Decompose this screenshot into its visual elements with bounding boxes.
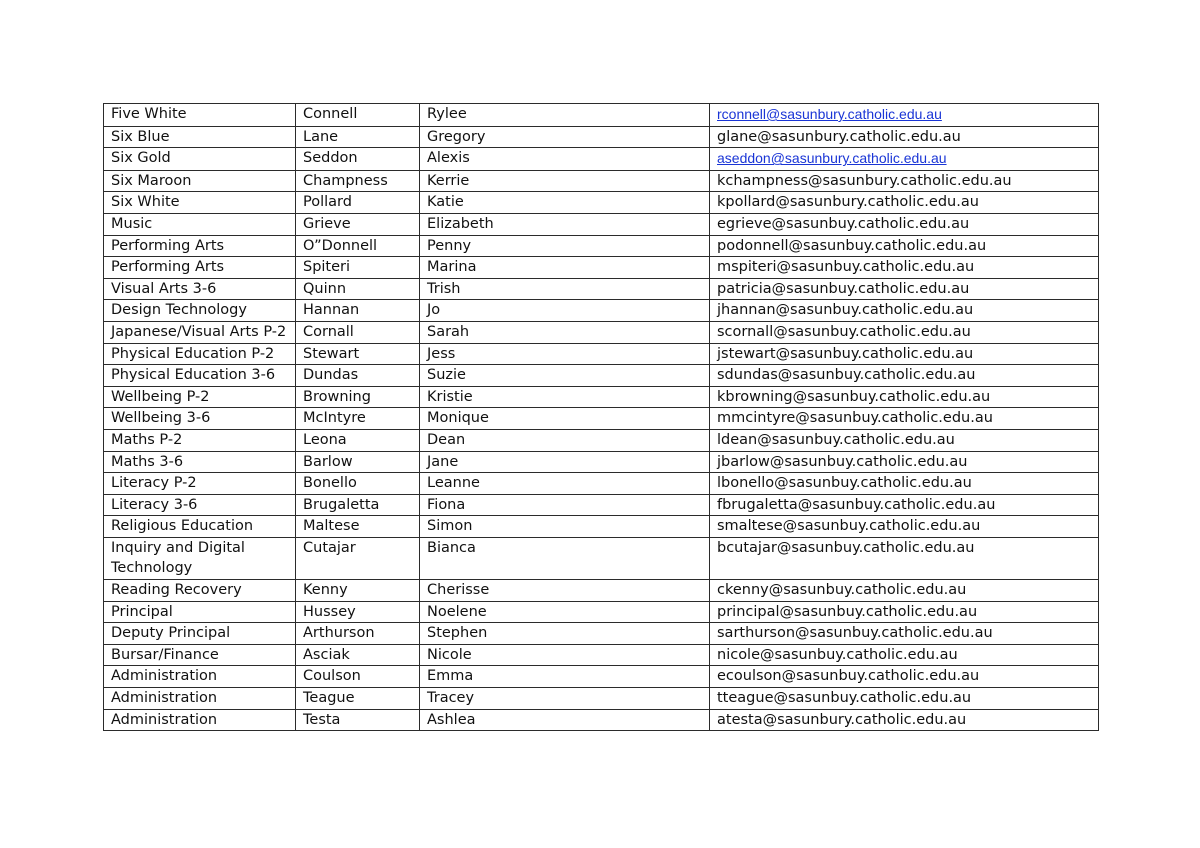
area-cell: Deputy Principal — [104, 623, 296, 645]
surname-cell: Cutajar — [296, 537, 420, 579]
surname-cell: Pollard — [296, 192, 420, 214]
table-row — [104, 688, 1099, 710]
table-row — [104, 429, 1099, 451]
surname-cell: Asciak — [296, 644, 420, 666]
email-cell — [710, 170, 1099, 192]
area-cell: Administration — [104, 709, 296, 731]
first-name-cell: Kerrie — [420, 170, 710, 192]
email-cell — [710, 126, 1099, 148]
email-text: mmcintyre@sasunbuy.catholic.edu.au — [717, 410, 993, 427]
area-cell: Music — [104, 213, 296, 235]
surname-cell: Hussey — [296, 601, 420, 623]
area-cell: Literacy 3-6 — [104, 494, 296, 516]
area-cell: Five White — [104, 104, 296, 127]
area-cell: Maths 3-6 — [104, 451, 296, 473]
area-cell: Bursar/Finance — [104, 644, 296, 666]
email-cell — [710, 494, 1099, 516]
surname-cell: Kenny — [296, 580, 420, 602]
email-cell[interactable] — [710, 148, 1099, 171]
email-text: atesta@sasunbury.catholic.edu.au — [717, 711, 967, 728]
table-row — [104, 666, 1099, 688]
email-cell — [710, 257, 1099, 279]
first-name-cell: Monique — [420, 408, 710, 430]
email-cell — [710, 343, 1099, 365]
email-text: patricia@sasunbuy.catholic.edu.au — [717, 280, 970, 297]
email-text: sarthurson@sasunbuy.catholic.edu.au — [717, 625, 993, 642]
table-row — [104, 170, 1099, 192]
first-name-cell: Tracey — [420, 688, 710, 710]
table-row — [104, 365, 1099, 387]
email-cell — [710, 709, 1099, 731]
area-cell: Six White — [104, 192, 296, 214]
first-name-cell: Nicole — [420, 644, 710, 666]
surname-cell: McIntyre — [296, 408, 420, 430]
surname-cell: Dundas — [296, 365, 420, 387]
email-cell — [710, 386, 1099, 408]
email-text: tteague@sasunbuy.catholic.edu.au — [717, 690, 972, 707]
email-cell — [710, 473, 1099, 495]
surname-cell: Brugaletta — [296, 494, 420, 516]
first-name-cell: Jane — [420, 451, 710, 473]
first-name-cell: Kristie — [420, 386, 710, 408]
area-cell: Design Technology — [104, 300, 296, 322]
email-text: glane@sasunbury.catholic.edu.au — [717, 128, 961, 145]
first-name-cell: Jo — [420, 300, 710, 322]
email-text: kbrowning@sasunbuy.catholic.edu.au — [717, 388, 991, 405]
email-text: mspiteri@sasunbuy.catholic.edu.au — [717, 259, 975, 276]
email-cell — [710, 666, 1099, 688]
first-name-cell: Penny — [420, 235, 710, 257]
surname-cell: Quinn — [296, 278, 420, 300]
email-cell — [710, 580, 1099, 602]
email-text: nicole@sasunbuy.catholic.edu.au — [717, 646, 958, 663]
surname-cell: Testa — [296, 709, 420, 731]
table-row — [104, 321, 1099, 343]
email-text: jbarlow@sasunbuy.catholic.edu.au — [717, 453, 968, 470]
table-row — [104, 537, 1099, 579]
email-cell — [710, 537, 1099, 579]
email-cell — [710, 408, 1099, 430]
surname-cell: Leona — [296, 429, 420, 451]
table-row — [104, 235, 1099, 257]
surname-cell: Lane — [296, 126, 420, 148]
table-row — [104, 386, 1099, 408]
table-row — [104, 300, 1099, 322]
email-cell — [710, 516, 1099, 538]
email-cell — [710, 429, 1099, 451]
surname-cell: Arthurson — [296, 623, 420, 645]
staff-table-body — [104, 104, 1099, 731]
surname-cell: Coulson — [296, 666, 420, 688]
table-row — [104, 709, 1099, 731]
email-text: podonnell@sasunbuy.catholic.edu.au — [717, 237, 987, 254]
surname-cell: Spiteri — [296, 257, 420, 279]
table-row — [104, 278, 1099, 300]
first-name-cell: Elizabeth — [420, 213, 710, 235]
table-row — [104, 580, 1099, 602]
email-link[interactable]: rconnell@sasunbury.catholic.edu.au — [717, 106, 942, 122]
staff-contact-table — [103, 103, 1099, 731]
first-name-cell: Trish — [420, 278, 710, 300]
email-text: lbonello@sasunbuy.catholic.edu.au — [717, 475, 972, 492]
area-cell: Maths P-2 — [104, 429, 296, 451]
table-row — [104, 257, 1099, 279]
area-cell: Inquiry and Digital Technology — [104, 537, 296, 579]
email-cell — [710, 644, 1099, 666]
first-name-cell: Cherisse — [420, 580, 710, 602]
email-cell — [710, 321, 1099, 343]
area-cell: Principal — [104, 601, 296, 623]
area-cell: Administration — [104, 666, 296, 688]
first-name-cell: Suzie — [420, 365, 710, 387]
email-cell — [710, 365, 1099, 387]
area-cell: Japanese/Visual Arts P-2 — [104, 321, 296, 343]
table-row — [104, 494, 1099, 516]
first-name-cell: Katie — [420, 192, 710, 214]
email-text: kpollard@sasunbury.catholic.edu.au — [717, 194, 979, 211]
table-row — [104, 516, 1099, 538]
first-name-cell: Gregory — [420, 126, 710, 148]
surname-cell: Maltese — [296, 516, 420, 538]
first-name-cell: Rylee — [420, 104, 710, 127]
email-cell — [710, 623, 1099, 645]
surname-cell: Stewart — [296, 343, 420, 365]
email-link[interactable]: aseddon@sasunbury.catholic.edu.au — [717, 150, 947, 167]
email-text: scornall@sasunbuy.catholic.edu.au — [717, 323, 971, 340]
email-text: egrieve@sasunbuy.catholic.edu.au — [717, 215, 970, 232]
first-name-cell: Emma — [420, 666, 710, 688]
area-cell: Physical Education P-2 — [104, 343, 296, 365]
table-row — [104, 104, 1099, 127]
area-cell: Literacy P-2 — [104, 473, 296, 495]
surname-cell: Grieve — [296, 213, 420, 235]
area-cell: Visual Arts 3-6 — [104, 278, 296, 300]
area-cell: Six Blue — [104, 126, 296, 148]
first-name-cell: Jess — [420, 343, 710, 365]
table-row — [104, 148, 1099, 171]
email-cell — [710, 601, 1099, 623]
table-row — [104, 343, 1099, 365]
email-cell — [710, 213, 1099, 235]
area-cell: Six Gold — [104, 148, 296, 171]
surname-cell: Connell — [296, 104, 420, 127]
table-row — [104, 644, 1099, 666]
email-text: jhannan@sasunbuy.catholic.edu.au — [717, 302, 974, 319]
area-cell: Wellbeing P-2 — [104, 386, 296, 408]
first-name-cell: Bianca — [420, 537, 710, 579]
email-text: ckenny@sasunbuy.catholic.edu.au — [717, 582, 967, 599]
email-text: ecoulson@sasunbuy.catholic.edu.au — [717, 668, 980, 685]
first-name-cell: Simon — [420, 516, 710, 538]
email-cell — [710, 300, 1099, 322]
first-name-cell: Ashlea — [420, 709, 710, 731]
email-text: bcutajar@sasunbuy.catholic.edu.au — [717, 539, 975, 556]
email-cell — [710, 451, 1099, 473]
email-cell — [710, 235, 1099, 257]
area-cell: Performing Arts — [104, 235, 296, 257]
surname-cell: Hannan — [296, 300, 420, 322]
email-text: principal@sasunbuy.catholic.edu.au — [717, 603, 978, 620]
surname-cell: Cornall — [296, 321, 420, 343]
area-cell: Performing Arts — [104, 257, 296, 279]
area-cell: Wellbeing 3-6 — [104, 408, 296, 430]
surname-cell: Champness — [296, 170, 420, 192]
email-text: kchampness@sasunbury.catholic.edu.au — [717, 172, 1012, 189]
email-cell[interactable] — [710, 104, 1099, 127]
table-row — [104, 451, 1099, 473]
email-cell — [710, 688, 1099, 710]
email-text: smaltese@sasunbuy.catholic.edu.au — [717, 518, 981, 535]
area-cell: Six Maroon — [104, 170, 296, 192]
surname-cell: Bonello — [296, 473, 420, 495]
table-row — [104, 623, 1099, 645]
first-name-cell: Noelene — [420, 601, 710, 623]
area-cell: Administration — [104, 688, 296, 710]
email-text: fbrugaletta@sasunbuy.catholic.edu.au — [717, 496, 996, 513]
table-row — [104, 601, 1099, 623]
area-cell: Religious Education — [104, 516, 296, 538]
table-row — [104, 213, 1099, 235]
email-cell — [710, 192, 1099, 214]
first-name-cell: Fiona — [420, 494, 710, 516]
email-text: jstewart@sasunbuy.catholic.edu.au — [717, 345, 974, 362]
area-cell: Reading Recovery — [104, 580, 296, 602]
table-row — [104, 473, 1099, 495]
surname-cell: Barlow — [296, 451, 420, 473]
surname-cell: Teague — [296, 688, 420, 710]
first-name-cell: Alexis — [420, 148, 710, 171]
first-name-cell: Stephen — [420, 623, 710, 645]
table-row — [104, 126, 1099, 148]
surname-cell: Seddon — [296, 148, 420, 171]
first-name-cell: Sarah — [420, 321, 710, 343]
email-cell — [710, 278, 1099, 300]
area-cell: Physical Education 3-6 — [104, 365, 296, 387]
surname-cell: O”Donnell — [296, 235, 420, 257]
email-text: ldean@sasunbuy.catholic.edu.au — [717, 431, 955, 448]
table-row — [104, 408, 1099, 430]
first-name-cell: Dean — [420, 429, 710, 451]
first-name-cell: Marina — [420, 257, 710, 279]
first-name-cell: Leanne — [420, 473, 710, 495]
surname-cell: Browning — [296, 386, 420, 408]
email-text: sdundas@sasunbuy.catholic.edu.au — [717, 367, 976, 384]
table-row — [104, 192, 1099, 214]
